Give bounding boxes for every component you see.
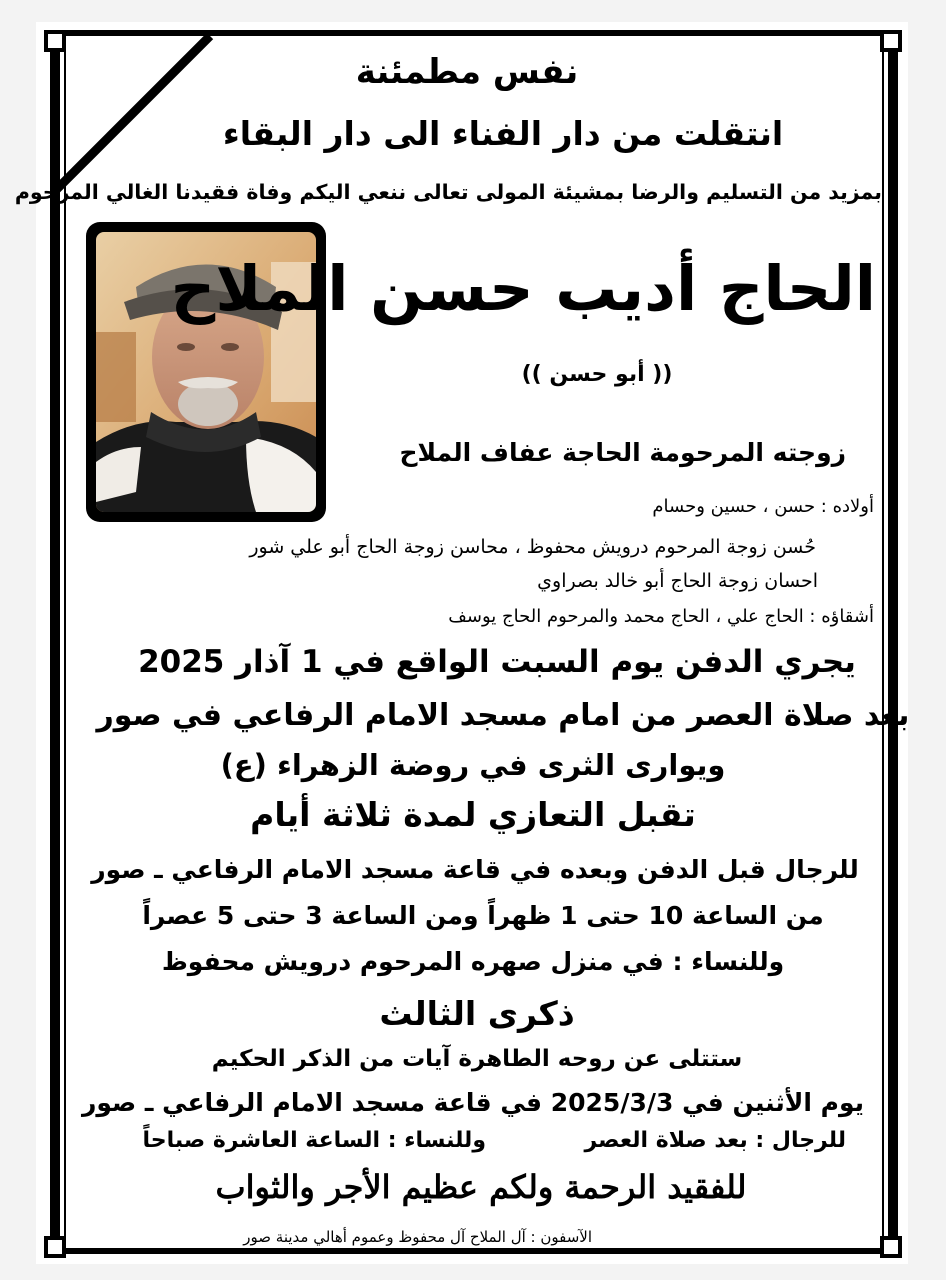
third-day-title: ذكرى الثالث — [379, 994, 575, 1033]
closing-prayer: للفقيد الرحمة ولكم عظيم الأجر والثواب — [215, 1168, 747, 1206]
third-day-women: وللنساء : الساعة العاشرة صباحاً — [142, 1128, 486, 1153]
deceased-name: الحاج أديب حسن الملاح — [170, 252, 876, 325]
deceased-nickname: (( أبو حسن )) — [521, 362, 673, 387]
daughters-line-2: احسان زوجة الحاج أبو خالد بصراوي — [537, 570, 818, 592]
header-line-3: بمزيد من التسليم والرضا بمشيئة المولى تعالى ننعي اليكم وفاة فقيدنا الغالي المرحوم — [14, 180, 882, 204]
sons-line: أولاده : حسن ، حسين وحسام — [652, 496, 874, 517]
header-line-1: نفس مطمئنة — [355, 52, 579, 92]
brothers-line: أشقاؤه : الحاج علي ، الحاج محمد والمرحوم الحاج يوسف — [448, 606, 874, 627]
condolences-men: للرجال قبل الدفن وبعده في قاعة مسجد الامام الرفاعي ـ صور — [91, 855, 859, 884]
header-line-2: انتقلت من دار الفناء الى دار البقاء — [222, 114, 784, 153]
third-day-men: للرجال : بعد صلاة العصر — [584, 1128, 846, 1153]
third-day-line-1: ستتلى عن روحه الطاهرة آيات من الذكر الحكيم — [211, 1046, 743, 1072]
condolences-title: تقبل التعازي لمدة ثلاثة أيام — [250, 795, 696, 834]
burial-line-2: بعد صلاة العصر من امام مسجد الامام الرفاعي في صور — [96, 698, 910, 733]
burial-line-1: يجري الدفن يوم السبت الواقع في 1 آذار 2025 — [138, 644, 856, 680]
third-day-line-2: يوم الأثنين في 2025/3/3 في قاعة مسجد الامام الرفاعي ـ صور — [81, 1088, 865, 1117]
corner-top-right — [880, 30, 902, 52]
corner-bottom-right — [880, 1236, 902, 1258]
condolences-hours: من الساعة 10 حتى 1 ظهراً ومن الساعة 3 حتى 5 عصراً — [142, 901, 824, 930]
condolences-women: وللنساء : في منزل صهره المرحوم درويش محفوظ — [161, 947, 785, 976]
corner-bottom-left — [44, 1236, 66, 1258]
daughters-line-1: حُسن زوجة المرحوم درويش محفوظ ، محاسن زوجة الحاج أبو علي شور — [249, 536, 816, 558]
mourners-line: الآسفون : آل الملاح آل محفوظ وعموم أهالي مدينة صور — [243, 1228, 592, 1246]
burial-line-3: ويوارى الثرى في روضة الزهراء (ع) — [220, 748, 726, 782]
wife-line: زوجته المرحومة الحاجة عفاف الملاح — [399, 438, 846, 467]
